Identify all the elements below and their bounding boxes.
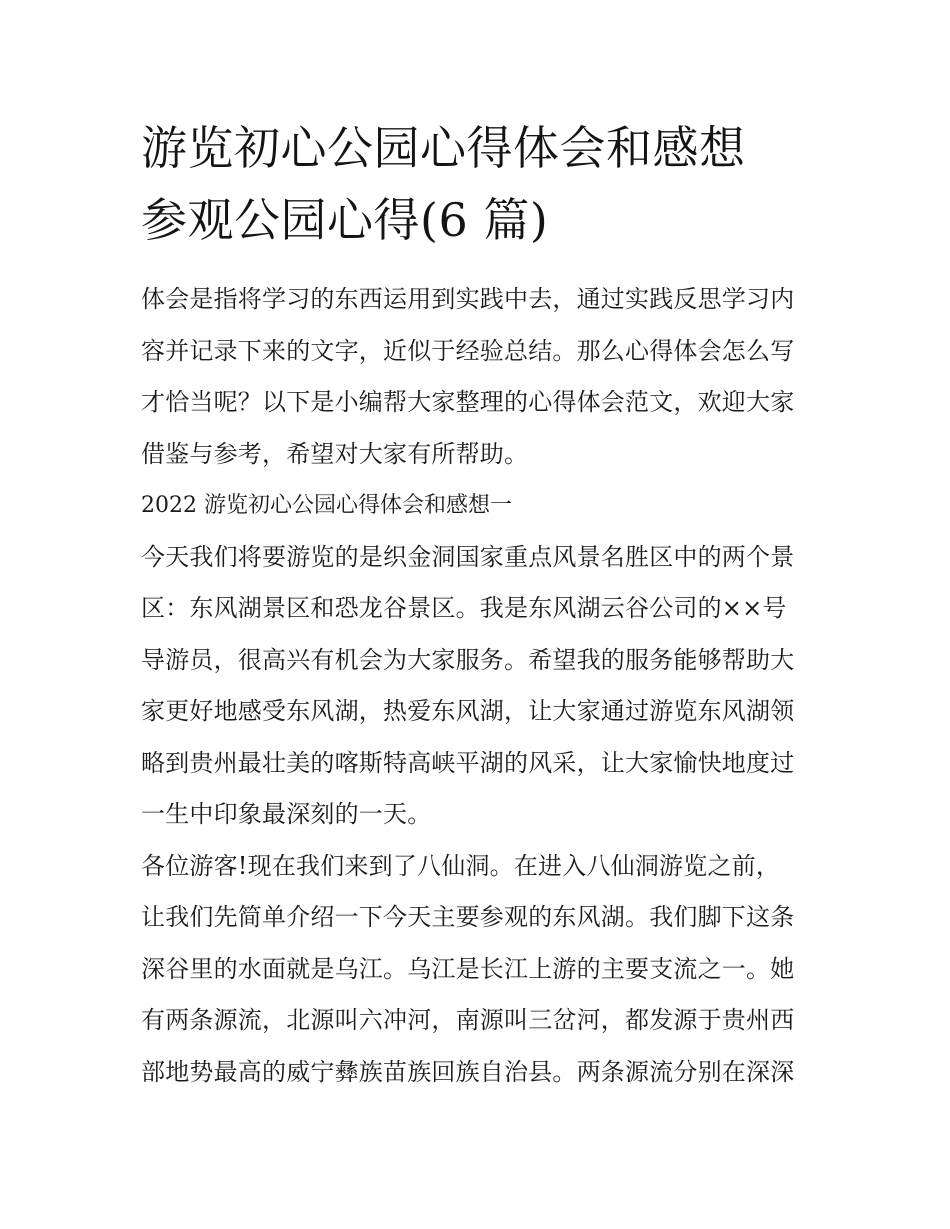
title-line-2: 参观公园心得(6 篇) — [141, 193, 549, 247]
paragraph-1-line-4: 家更好地感受东风湖，热爱东风湖，让大家通过游览东风湖领 — [141, 697, 795, 725]
intro-line-1: 体会是指将学习的东西运用到实践中去，通过实践反思学习内 — [141, 285, 795, 313]
intro-line-4: 借鉴与参考，希望对大家有所帮助。 — [141, 439, 529, 468]
paragraph-1-line-5: 略到贵州最壮美的喀斯特高峡平湖的风采，让大家愉快地度过 — [141, 748, 795, 777]
intro-line-2: 容并记录下来的文字，近似于经验总结。那么心得体会怎么写 — [141, 336, 795, 365]
paragraph-1-line-3: 导游员，很高兴有机会为大家服务。希望我的服务能够帮助大 — [141, 645, 795, 674]
intro-line-3: 才恰当呢？以下是小编帮大家整理的心得体会范文，欢迎大家 — [141, 388, 795, 416]
paragraph-1-line-1: 今天我们将要游览的是织金洞国家重点风景名胜区中的两个景 — [141, 542, 795, 571]
paragraph-2-line-1: 各位游客!现在我们来到了八仙洞。在进入八仙洞游览之前， — [141, 851, 781, 880]
paragraph-2-line-2: 让我们先简单介绍一下今天主要参观的东风湖。我们脚下这条 — [141, 903, 795, 931]
paragraph-1 — [141, 532, 813, 841]
section-heading: 2022 游览初心公园心得体会和感想一 — [141, 493, 512, 518]
paragraph-2-line-4: 有两条源流，北源叫六冲河，南源叫三岔河，都发源于贵州西 — [141, 1006, 795, 1034]
intro-paragraph — [141, 274, 813, 480]
document-body — [141, 274, 813, 1098]
paragraph-1-line-2: 区：东风湖景区和恐龙谷景区。我是东风湖云谷公司的××号 — [141, 594, 787, 622]
paragraph-1-line-6: 一生中印象最深刻的一天。 — [141, 800, 432, 828]
paragraph-2 — [141, 841, 813, 1099]
paragraph-2-line-3: 深谷里的水面就是乌江。乌江是长江上游的主要支流之一。她 — [141, 954, 795, 983]
title-line-1: 游览初心公园心得体会和感想 — [141, 121, 746, 175]
document-content — [141, 112, 813, 1098]
paragraph-2-line-5: 部地势最高的威宁彝族苗族回族自治县。两条源流分别在深深 — [141, 1057, 795, 1086]
document-title — [141, 112, 813, 256]
